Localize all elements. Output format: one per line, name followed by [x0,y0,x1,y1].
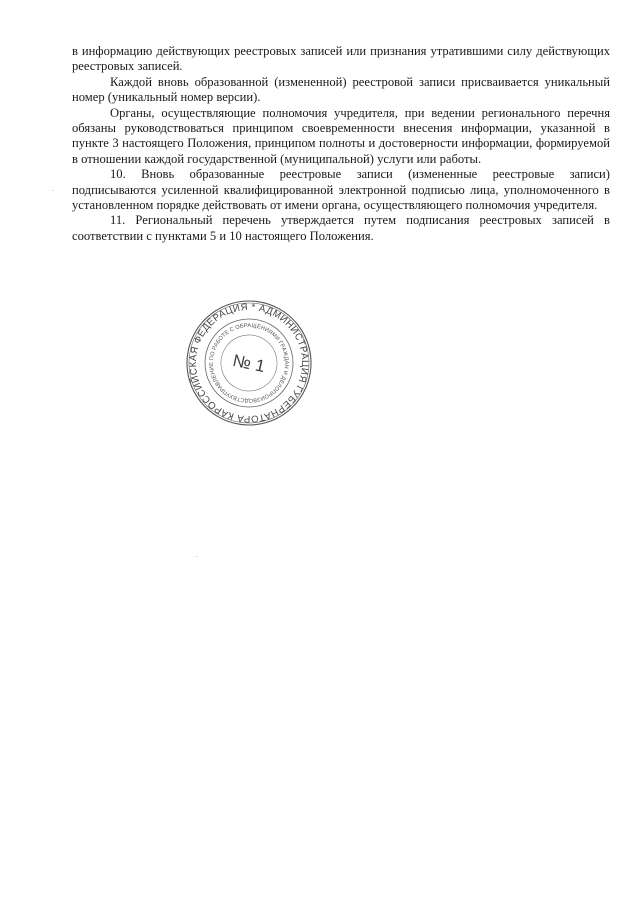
seal-center-number: № 1 [231,350,267,377]
scan-speck [52,190,53,191]
paragraph-10: 10. Вновь образованные реестровые записи (измененные реестровые записи) подписываются усиленной квалифицированной электронной подписью лица, уполномоченного в установленном порядке действовать от имени органа, осуществляющего полномочия учредителя. [72,167,610,213]
paragraph-11: 11. Региональный перечень утверждается путем подписания реестровых записей в соответствии с пунктами 5 и 10 настоящего Положения. [72,213,610,243]
seal-inner-text: УПРАВЛЕНИЕ ПО РАБОТЕ С ОБРАЩЕНИЯМИ ГРАЖДАН И ДЕЛОПРОИЗВОДСТВУ [208,322,290,404]
scan-speck [196,556,197,557]
official-seal [184,298,314,428]
paragraph-continuation: в информацию действующих реестровых записей или признания утратившими силу действующих реестровых записей. [72,44,610,74]
paragraph-unique-number: Каждой вновь образованной (измененной) реестровой записи присваивается уникальный номер (уникальный номер версии). [72,74,610,105]
seal-outer-text: РОССИЙСКАЯ ФЕДЕРАЦИЯ * АДМИНИСТРАЦИЯ ГУБЕРНАТОРА КАЛУЖСКОЙ [187,301,311,425]
document-body [72,44,610,244]
seal-graphic [184,298,314,428]
paragraph-founder-bodies: Органы, осуществляющие полномочия учредителя, при ведении регионального перечня обязаны руководствоваться принципом своевременности внесения информации, указанной в пункте 3 настоящего Положения, принципом полноты и достоверности информации, формируемой в отношении каждой государственной (муниципальной) услуги или работы. [72,105,610,166]
